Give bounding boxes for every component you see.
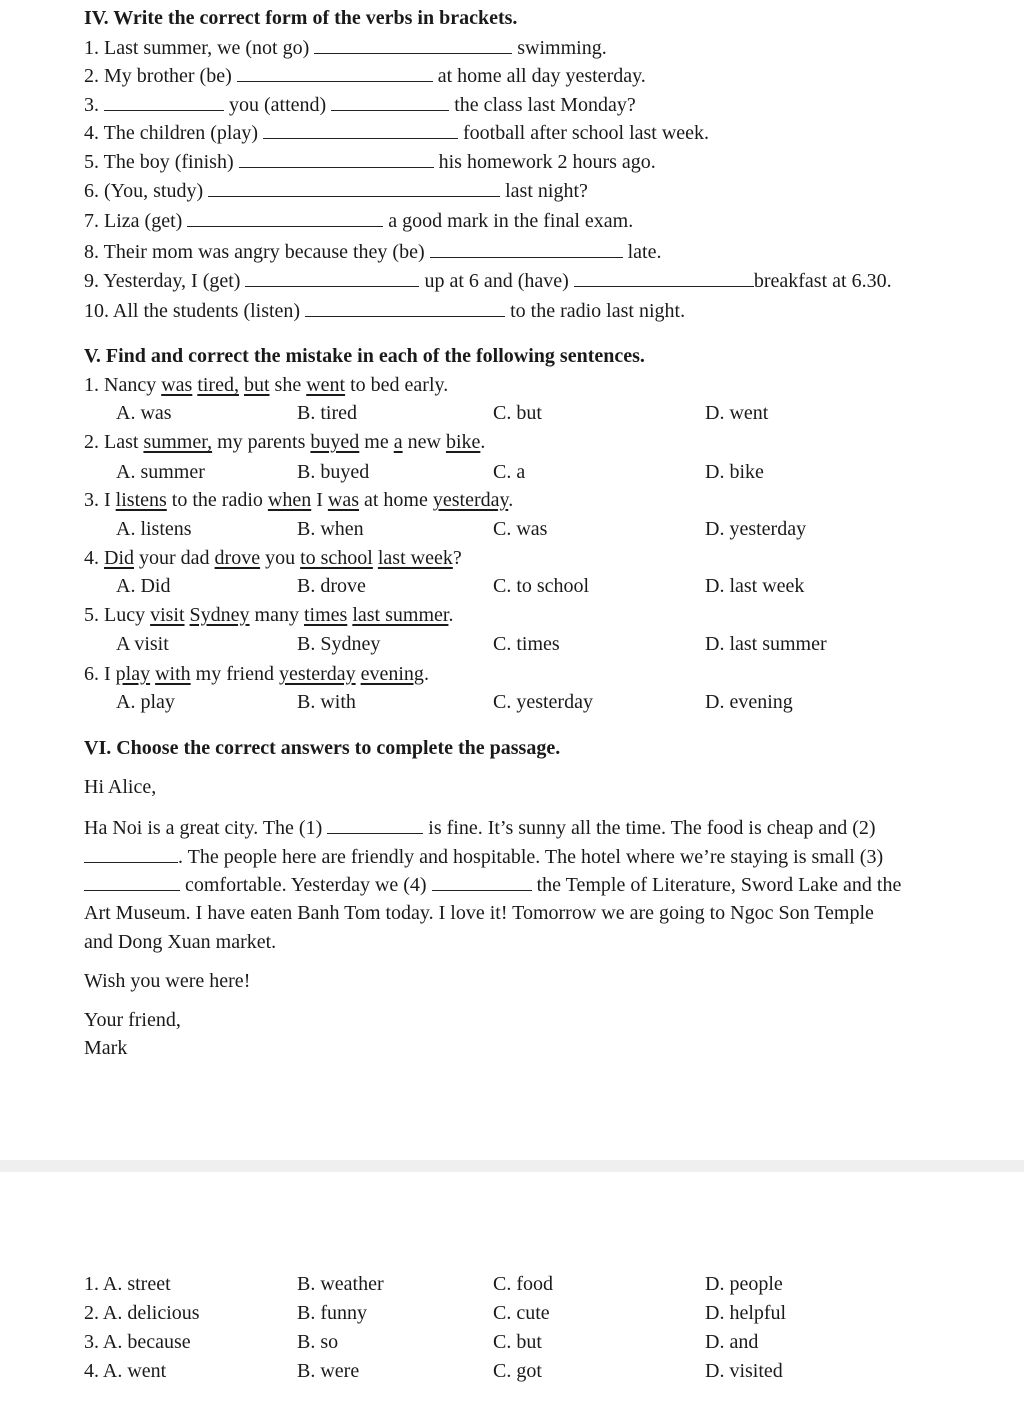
- answer-blank[interactable]: [237, 63, 433, 82]
- passage-blank-1[interactable]: [327, 815, 423, 834]
- passage-line-4: Art Museum. I have eaten Banh Tom today. I love it! Tomorrow we are going to Ngoc Son Temple: [84, 902, 874, 924]
- exercise-5-question-1: 1. Nancy was tired, but she went to bed early.: [84, 374, 449, 396]
- exercise-5-question-3: 3. I listens to the radio when I was at home yesterday.: [84, 489, 514, 511]
- option-c[interactable]: C. was: [493, 518, 548, 540]
- exercise-4-item-10: 10. All the students (listen) to the radio last night.: [84, 300, 686, 322]
- answer-blank[interactable]: [314, 35, 512, 54]
- passage-line-5: and Dong Xuan market.: [84, 931, 277, 953]
- answer-blank[interactable]: [574, 268, 754, 287]
- option-d[interactable]: D. bike: [705, 461, 764, 483]
- option-b[interactable]: B. with: [297, 691, 356, 713]
- passage-line-3: comfortable. Yesterday we (4) the Temple of Literature, Sword Lake and the: [84, 872, 901, 897]
- answer-1-option-a[interactable]: 1. A. street: [84, 1273, 171, 1295]
- answer-1-option-d[interactable]: D. people: [705, 1273, 783, 1295]
- option-d[interactable]: D. yesterday: [705, 518, 807, 540]
- page-divider: [0, 1160, 1024, 1172]
- exercise-5-question-6: 6. I play with my friend yesterday evening.: [84, 663, 429, 685]
- option-c[interactable]: C. to school: [493, 575, 590, 597]
- option-b[interactable]: B. when: [297, 518, 364, 540]
- option-b[interactable]: B. drove: [297, 575, 366, 597]
- letter-wish: Wish you were here!: [84, 970, 251, 992]
- option-d[interactable]: D. last week: [705, 575, 805, 597]
- letter-greeting: Hi Alice,: [84, 776, 157, 798]
- answer-1-option-b[interactable]: B. weather: [297, 1273, 384, 1295]
- option-c[interactable]: C. a: [493, 461, 526, 483]
- exercise-4-item-8: 8. Their mom was angry because they (be) late.: [84, 241, 662, 263]
- answer-blank[interactable]: [263, 120, 458, 139]
- section-5-heading: V. Find and correct the mistake in each of the following sentences.: [84, 345, 645, 367]
- passage-blank-3[interactable]: [84, 872, 180, 891]
- answer-blank[interactable]: [208, 178, 500, 197]
- passage-blank-4[interactable]: [432, 872, 532, 891]
- exercise-4-item-5: 5. The boy (finish) his homework 2 hours ago.: [84, 151, 656, 173]
- answer-4-option-a[interactable]: 4. A. went: [84, 1360, 167, 1382]
- option-a[interactable]: A visit: [116, 633, 169, 655]
- option-b[interactable]: B. buyed: [297, 461, 370, 483]
- option-b[interactable]: B. tired: [297, 402, 357, 424]
- exercise-4-item-4: 4. The children (play) football after school last week.: [84, 122, 710, 144]
- section-6-heading: VI. Choose the correct answers to complete the passage.: [84, 737, 561, 759]
- answer-blank[interactable]: [430, 239, 623, 258]
- passage-line-1: Ha Noi is a great city. The (1) is fine. It’s sunny all the time. The food is cheap and (2): [84, 817, 876, 839]
- answer-4-option-d[interactable]: D. visited: [705, 1360, 783, 1382]
- option-d[interactable]: D. went: [705, 402, 769, 424]
- passage-line-2: . The people here are friendly and hospitable. The hotel where we’re staying is small (3): [84, 844, 883, 869]
- option-a[interactable]: A. Did: [116, 575, 171, 597]
- exercise-5-question-4: 4. Did your dad drove you to school last week?: [84, 547, 462, 569]
- answer-blank[interactable]: [305, 298, 505, 317]
- exercise-4-item-6: 6. (You, study) last night?: [84, 180, 588, 202]
- exercise-4-item-3: 3. you (attend) the class last Monday?: [84, 94, 636, 116]
- answer-blank[interactable]: [187, 208, 383, 227]
- option-d[interactable]: D. evening: [705, 691, 793, 713]
- exercise-5-question-5: 5. Lucy visit Sydney many times last summer.: [84, 604, 454, 626]
- answer-3-option-c[interactable]: C. but: [493, 1331, 542, 1353]
- answer-2-option-c[interactable]: C. cute: [493, 1302, 550, 1324]
- answer-blank[interactable]: [239, 149, 434, 168]
- option-a[interactable]: A. summer: [116, 461, 205, 483]
- option-c[interactable]: C. yesterday: [493, 691, 593, 713]
- option-c[interactable]: C. but: [493, 402, 542, 424]
- option-a[interactable]: A. listens: [116, 518, 192, 540]
- answer-4-option-c[interactable]: C. got: [493, 1360, 542, 1382]
- answer-4-option-b[interactable]: B. were: [297, 1360, 360, 1382]
- answer-blank[interactable]: [331, 92, 449, 111]
- exercise-4-item-1: 1. Last summer, we (not go) swimming.: [84, 37, 607, 59]
- section-4-heading: IV. Write the correct form of the verbs in brackets.: [84, 7, 518, 29]
- exercise-4-item-9: 9. Yesterday, I (get) up at 6 and (have) breakfast at 6.30.: [84, 270, 892, 292]
- exercise-5-question-2: 2. Last summer, my parents buyed me a new bike.: [84, 431, 486, 453]
- exercise-4-item-7: 7. Liza (get) a good mark in the final exam.: [84, 210, 634, 232]
- answer-3-option-d[interactable]: D. and: [705, 1331, 759, 1353]
- option-a[interactable]: A. play: [116, 691, 175, 713]
- option-a[interactable]: A. was: [116, 402, 172, 424]
- answer-blank[interactable]: [104, 92, 224, 111]
- answer-blank[interactable]: [245, 268, 419, 287]
- answer-3-option-b[interactable]: B. so: [297, 1331, 339, 1353]
- exercise-4-item-2: 2. My brother (be) at home all day yesterday.: [84, 65, 646, 87]
- letter-signature-name: Mark: [84, 1037, 128, 1059]
- letter-closing: Your friend,: [84, 1009, 181, 1031]
- answer-3-option-a[interactable]: 3. A. because: [84, 1331, 191, 1353]
- answer-2-option-d[interactable]: D. helpful: [705, 1302, 787, 1324]
- answer-2-option-a[interactable]: 2. A. delicious: [84, 1302, 200, 1324]
- passage-blank-2[interactable]: [84, 844, 178, 863]
- option-c[interactable]: C. times: [493, 633, 560, 655]
- option-b[interactable]: B. Sydney: [297, 633, 381, 655]
- option-d[interactable]: D. last summer: [705, 633, 827, 655]
- answer-1-option-c[interactable]: C. food: [493, 1273, 553, 1295]
- answer-2-option-b[interactable]: B. funny: [297, 1302, 367, 1324]
